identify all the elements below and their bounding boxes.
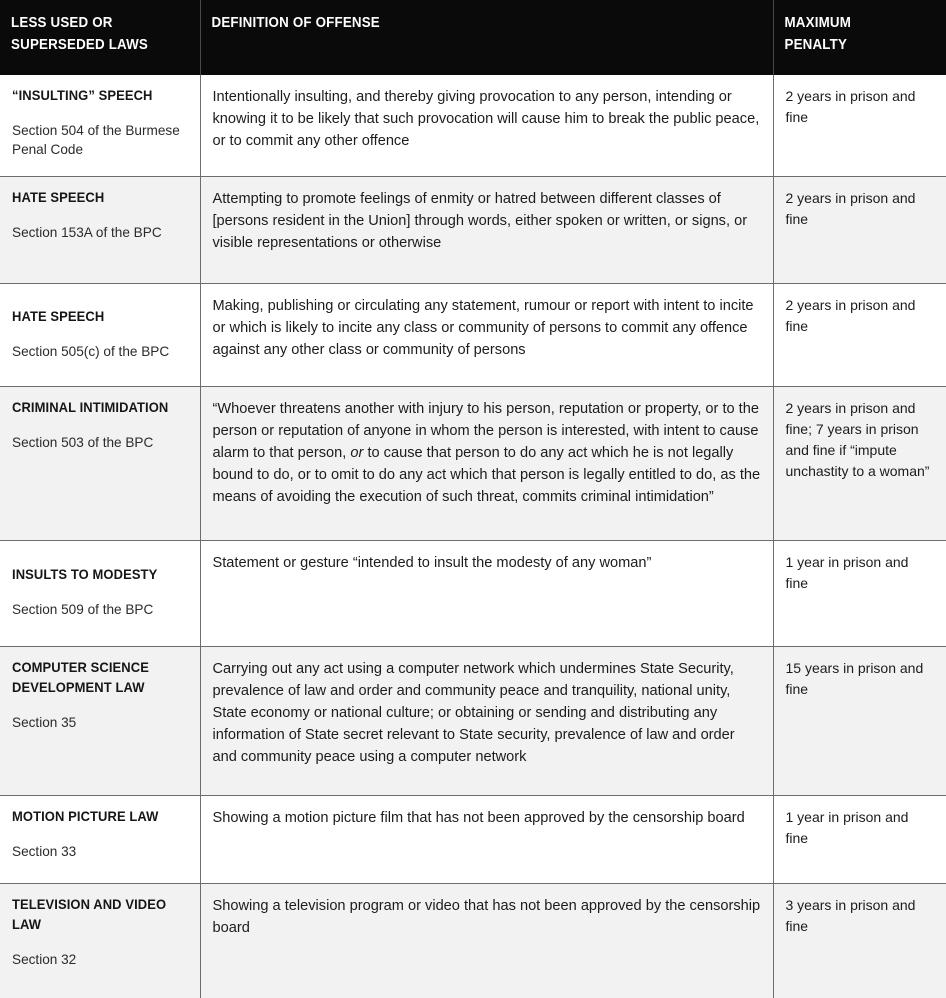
penalty-cell: 1 year in prison and fine (773, 795, 946, 883)
law-cell (0, 883, 200, 998)
law-title: CRIMINAL INTIMIDATION (12, 399, 169, 415)
column-header-definition (200, 0, 727, 75)
header-law-line1: LESS USED OR (11, 15, 113, 31)
definition-text-part1: “Whoever threatens another with injury to his person, reputation or property, or to the person or reputation of anyone in whom the person is interested, with intent to cause alarm to that person, (212, 400, 759, 461)
header-row (0, 0, 946, 75)
table-row (0, 646, 946, 795)
law-cell (0, 795, 200, 883)
header-definition-line1: DEFINITION OF OFFENSE (211, 15, 380, 31)
header-law-line2: SUPERSEDED LAWS (11, 37, 148, 54)
law-cell (0, 386, 200, 540)
header-penalty-line2: PENALTY (784, 37, 848, 54)
law-section: Section 32 (12, 951, 77, 967)
law-title: TELEVISION AND VIDEO LAW (12, 896, 167, 932)
law-title: MOTION PICTURE LAW (12, 808, 159, 824)
law-cell (0, 75, 200, 176)
header-penalty-line1: MAXIMUM (784, 15, 851, 31)
law-section: Section 509 of the BPC (12, 602, 154, 618)
penalty-cell: 2 years in prison and fine (773, 75, 946, 176)
law-title: “INSULTING” SPEECH (12, 88, 153, 103)
definition-text: Attempting to promote feelings of enmity or hatred between different classes of [persons resident in the Union] through words, either spoken or written, or signs, or visible representations or otherwise (212, 190, 748, 251)
definition-text: Making, publishing or circulating any statement, rumour or report with intent to incite or which is likely to incite any class or community of persons to commit any offence against any other class or community of persons (212, 297, 754, 358)
penalty-cell: 15 years in prison and fine (773, 646, 946, 795)
law-title: COMPUTER SCIENCE DEVELOPMENT LAW (12, 659, 149, 695)
column-header-law (0, 0, 184, 75)
table-row (0, 176, 946, 283)
definition-cell (200, 386, 773, 540)
table-row (0, 883, 946, 998)
definition-cell (200, 176, 773, 283)
definition-text: Statement or gesture “intended to insult the modesty of any woman” (212, 554, 652, 571)
definition-text: Carrying out any act using a computer network which undermines State Security, prevalence of law and order and community peace and tranquility, national unity, State economy or national culture; or obtaining or sending and distributing any information of State secret relevant to State security, prevalence of law and order and community peace using a computer network (212, 660, 735, 766)
table-header (0, 0, 946, 75)
law-title: INSULTS TO MODESTY (12, 567, 158, 583)
definition-text-emphasis: or (350, 444, 364, 461)
definition-cell (200, 75, 773, 176)
table-row (0, 283, 946, 386)
penalty-cell: 2 years in prison and fine (773, 176, 946, 283)
definition-cell (200, 283, 773, 386)
law-cell (0, 283, 200, 386)
table-row (0, 386, 946, 540)
table-row (0, 795, 946, 883)
law-cell (0, 646, 200, 795)
column-header-penalty (773, 0, 932, 75)
definition-cell (200, 795, 773, 883)
law-title: HATE SPEECH (12, 189, 105, 205)
definition-cell (200, 646, 773, 795)
law-cell (0, 540, 200, 646)
table-body (0, 75, 946, 998)
definition-text: Showing a motion picture film that has not been approved by the censorship board (212, 809, 745, 826)
law-section: Section 33 (12, 843, 77, 859)
penalty-cell: 2 years in prison and fine (773, 283, 946, 386)
definition-text: Intentionally insulting, and thereby giving provocation to any person, intending or knowing it to be likely that such provocation will cause him to break the public peace, or to commit any other offence (212, 89, 760, 150)
definition-cell (200, 883, 773, 998)
law-section: Section 503 of the BPC (12, 434, 154, 450)
law-title: HATE SPEECH (12, 308, 105, 324)
definition-cell (200, 540, 773, 646)
penalty-cell: 1 year in prison and fine (773, 540, 946, 646)
definition-text: Showing a television program or video that has not been approved by the censorship board (212, 897, 761, 936)
law-section: Section 504 of the Burmese Penal Code (12, 123, 180, 158)
law-section: Section 35 (12, 714, 77, 730)
penalty-cell: 2 years in prison and fine; 7 years in prison and fine if “impute unchastity to a woman” (773, 386, 946, 540)
law-section: Section 153A of the BPC (12, 224, 162, 240)
penalty-cell: 3 years in prison and fine (773, 883, 946, 998)
law-cell (0, 176, 200, 283)
table-row (0, 75, 946, 176)
law-section: Section 505(c) of the BPC (12, 343, 170, 359)
table-row (0, 540, 946, 646)
definition-text-part2: to cause that person to do any act which he is not legally bound to do, or to omit to do any act which that person is legally entitled to do, as the means of avoiding the execution of such threat, commits criminal intimidation” (212, 444, 761, 506)
